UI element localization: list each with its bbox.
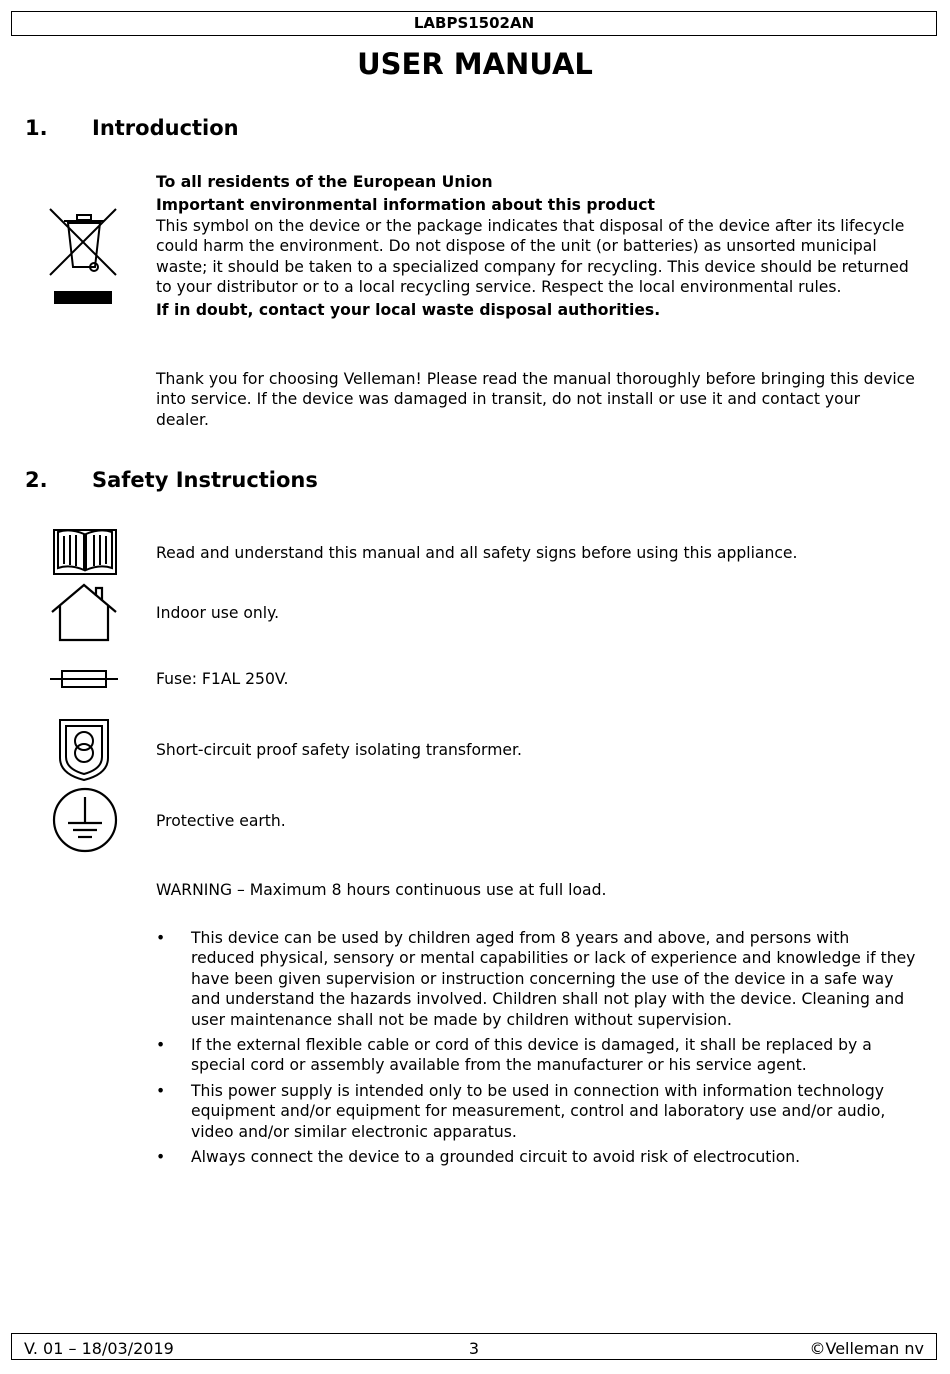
transformer-icon [58,718,110,782]
safety-item-earth: Protective earth. [156,812,286,830]
section-number: 1. [25,116,48,140]
safety-item-transformer: Short-circuit proof safety isolating transformer. [156,741,522,759]
bullet-text: This device can be used by children aged from 8 years and above, and persons with reduced physical, sensory or mental capabilities or lack of experience and knowledge if they have been given supervision or instruction concerning the use of the device in a safe way and understand the hazards involved. Children shall not play with the device. Cleaning and user maintenance shall not be made by children without supervision. [191,929,916,1029]
bullet-text: Always connect the device to a grounded circuit to avoid risk of electrocution. [191,1148,801,1167]
bullet-dot: • [156,1081,166,1100]
list-item [156,1035,916,1076]
bullet-text: This power supply is intended only to be used in connection with information technology equipment and/or equipment for measurement, control and laboratory use and/or audio, video and/or similar electronic apparatus. [191,1081,886,1141]
intro-block [156,172,916,321]
intro-body: This symbol on the device or the package indicates that disposal of the device after its lifecycle could harm the environment. Do not dispose of the unit (or batteries) as unsorted municipal waste; it should be taken to a specialized company for recycling. This device should be returned to your distributor or to a local recycling service. Respect the local environmental rules. [156,216,909,297]
weee-crossed-bin-icon [48,207,120,307]
page-header [11,11,937,36]
safety-item-fuse: Fuse: F1AL 250V. [156,670,289,688]
list-item [156,928,916,1030]
section-heading-introduction [25,114,239,142]
footer-copyright: ©Velleman nv [809,1339,924,1358]
page-footer [11,1333,937,1360]
bullet-dot: • [156,1036,166,1055]
section-number: 2. [25,468,48,492]
list-item [156,1081,916,1142]
section-title: Safety Instructions [92,468,318,492]
footer-page-number: 3 [468,1339,480,1358]
house-icon [50,582,118,642]
manual-book-icon [52,524,118,578]
page-title: USER MANUAL [357,47,593,81]
intro-thanks: Thank you for choosing Velleman! Please read the manual thoroughly before bringing this device into service. If the device was damaged in transit, do not install or use it and contact your dealer. [156,370,915,429]
safety-item-manual: Read and understand this manual and all safety signs before using this appliance. [156,544,798,562]
section-title: Introduction [92,116,239,140]
bullet-dot: • [156,929,166,947]
safety-item-indoor: Indoor use only. [156,604,280,622]
section-heading-safety [25,466,318,494]
protective-earth-icon [52,787,118,853]
list-item [156,1147,916,1167]
bullet-dot: • [156,1148,166,1167]
model-name: LABPS1502AN [413,14,535,32]
fuse-icon [50,666,118,692]
intro-line-eu: To all residents of the European Union [156,173,493,191]
intro-bold-note: If in doubt, contact your local waste disposal authorities. [156,301,661,320]
intro-line-important: Important environmental information about this product [156,196,655,215]
bullet-text: If the external flexible cable or cord of this device is damaged, it shall be replaced by a special cord or assembly available from the manufacturer or his service agent. [191,1036,872,1075]
warning-text: WARNING – Maximum 8 hours continuous use at full load. [156,881,607,899]
safety-bullet-list [156,928,916,1172]
footer-version: V. 01 – 18/03/2019 [24,1339,174,1358]
